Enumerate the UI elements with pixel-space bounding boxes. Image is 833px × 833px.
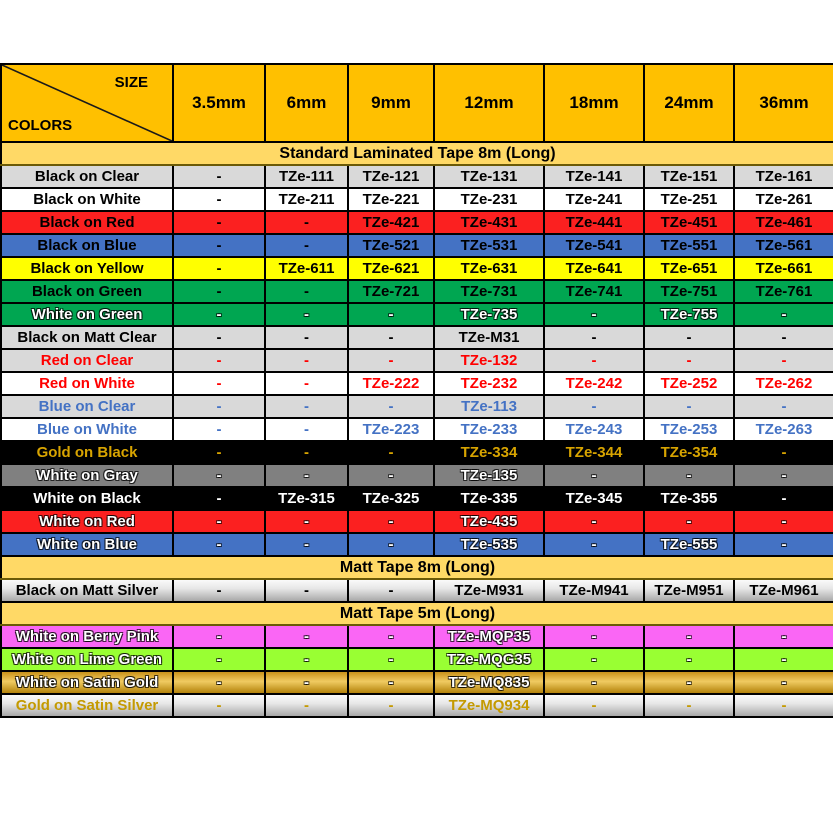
size-column-header: 18mm bbox=[544, 64, 644, 142]
model-cell: - bbox=[173, 671, 265, 694]
model-cell: - bbox=[544, 533, 644, 556]
table-row bbox=[1, 694, 833, 717]
model-cell: TZe-M31 bbox=[434, 326, 544, 349]
model-cell: TZe-121 bbox=[348, 165, 434, 188]
model-cell: - bbox=[173, 280, 265, 303]
row-color-label: Black on Blue bbox=[1, 234, 173, 257]
row-color-label: Black on White bbox=[1, 188, 173, 211]
model-cell: TZe-335 bbox=[434, 487, 544, 510]
model-cell: TZe-241 bbox=[544, 188, 644, 211]
table-row bbox=[1, 280, 833, 303]
size-column-header: 3.5mm bbox=[173, 64, 265, 142]
model-cell: - bbox=[173, 579, 265, 602]
model-cell: TZe-561 bbox=[734, 234, 833, 257]
model-cell: - bbox=[265, 579, 348, 602]
row-color-label: Black on Matt Clear bbox=[1, 326, 173, 349]
model-cell: - bbox=[173, 487, 265, 510]
model-cell: TZe-151 bbox=[644, 165, 734, 188]
model-cell: - bbox=[644, 395, 734, 418]
model-cell: TZe-233 bbox=[434, 418, 544, 441]
model-cell: TZe-741 bbox=[544, 280, 644, 303]
model-cell: TZe-421 bbox=[348, 211, 434, 234]
model-cell: - bbox=[265, 349, 348, 372]
model-cell: - bbox=[265, 694, 348, 717]
row-color-label: White on Berry Pink bbox=[1, 625, 173, 648]
model-cell: TZe-344 bbox=[544, 441, 644, 464]
table-row bbox=[1, 188, 833, 211]
model-cell: TZe-435 bbox=[434, 510, 544, 533]
model-cell: - bbox=[265, 648, 348, 671]
model-cell: TZe-231 bbox=[434, 188, 544, 211]
size-column-header: 6mm bbox=[265, 64, 348, 142]
model-cell: - bbox=[644, 694, 734, 717]
table-row bbox=[1, 671, 833, 694]
model-cell: - bbox=[173, 395, 265, 418]
model-cell: TZe-631 bbox=[434, 257, 544, 280]
model-cell: - bbox=[348, 395, 434, 418]
size-column-header: 24mm bbox=[644, 64, 734, 142]
model-cell: - bbox=[173, 464, 265, 487]
model-cell: - bbox=[644, 464, 734, 487]
row-color-label: Black on Red bbox=[1, 211, 173, 234]
row-color-label: Red on White bbox=[1, 372, 173, 395]
size-column-header: 36mm bbox=[734, 64, 833, 142]
model-cell: - bbox=[348, 625, 434, 648]
size-column-header: 9mm bbox=[348, 64, 434, 142]
model-cell: TZe-755 bbox=[644, 303, 734, 326]
table-row bbox=[1, 579, 833, 602]
model-cell: - bbox=[173, 418, 265, 441]
model-cell: - bbox=[173, 303, 265, 326]
model-cell: TZe-MQG35 bbox=[434, 648, 544, 671]
model-cell: - bbox=[265, 533, 348, 556]
model-cell: TZe-262 bbox=[734, 372, 833, 395]
model-cell: - bbox=[544, 648, 644, 671]
model-cell: TZe-111 bbox=[265, 165, 348, 188]
model-cell: - bbox=[265, 326, 348, 349]
row-color-label: Red on Clear bbox=[1, 349, 173, 372]
table-row bbox=[1, 257, 833, 280]
model-cell: - bbox=[734, 464, 833, 487]
size-column-header: 12mm bbox=[434, 64, 544, 142]
model-cell: - bbox=[734, 349, 833, 372]
model-cell: TZe-MQ934 bbox=[434, 694, 544, 717]
table-row bbox=[1, 303, 833, 326]
model-cell: TZe-261 bbox=[734, 188, 833, 211]
model-cell: TZe-521 bbox=[348, 234, 434, 257]
model-cell: TZe-211 bbox=[265, 188, 348, 211]
model-cell: TZe-M931 bbox=[434, 579, 544, 602]
model-cell: TZe-451 bbox=[644, 211, 734, 234]
model-cell: TZe-M951 bbox=[644, 579, 734, 602]
model-cell: - bbox=[544, 510, 644, 533]
table-row bbox=[1, 326, 833, 349]
model-cell: - bbox=[644, 326, 734, 349]
row-color-label: White on Satin Gold bbox=[1, 671, 173, 694]
row-color-label: Blue on Clear bbox=[1, 395, 173, 418]
section-header-row bbox=[1, 142, 833, 165]
model-cell: TZe-355 bbox=[644, 487, 734, 510]
model-cell: TZe-315 bbox=[265, 487, 348, 510]
model-cell: - bbox=[348, 303, 434, 326]
model-cell: TZe-263 bbox=[734, 418, 833, 441]
model-cell: - bbox=[265, 441, 348, 464]
section-title: Matt Tape 8m (Long) bbox=[1, 556, 833, 579]
table-row bbox=[1, 234, 833, 257]
model-cell: - bbox=[173, 372, 265, 395]
model-cell: TZe-253 bbox=[644, 418, 734, 441]
table-row bbox=[1, 648, 833, 671]
model-cell: TZe-721 bbox=[348, 280, 434, 303]
row-color-label: White on Blue bbox=[1, 533, 173, 556]
model-cell: - bbox=[173, 533, 265, 556]
row-color-label: Gold on Black bbox=[1, 441, 173, 464]
model-cell: - bbox=[348, 464, 434, 487]
table-row bbox=[1, 349, 833, 372]
row-color-label: White on Lime Green bbox=[1, 648, 173, 671]
model-cell: - bbox=[265, 372, 348, 395]
model-cell: - bbox=[544, 326, 644, 349]
model-cell: TZe-551 bbox=[644, 234, 734, 257]
model-cell: TZe-221 bbox=[348, 188, 434, 211]
row-color-label: White on Gray bbox=[1, 464, 173, 487]
model-cell: TZe-M961 bbox=[734, 579, 833, 602]
table-row bbox=[1, 510, 833, 533]
model-cell: - bbox=[265, 280, 348, 303]
model-cell: - bbox=[173, 326, 265, 349]
model-cell: TZe-232 bbox=[434, 372, 544, 395]
model-cell: TZe-661 bbox=[734, 257, 833, 280]
model-cell: - bbox=[734, 487, 833, 510]
model-cell: - bbox=[265, 395, 348, 418]
model-cell: TZe-252 bbox=[644, 372, 734, 395]
model-cell: - bbox=[544, 303, 644, 326]
model-cell: - bbox=[544, 464, 644, 487]
model-cell: - bbox=[173, 510, 265, 533]
model-cell: - bbox=[173, 188, 265, 211]
row-color-label: Blue on White bbox=[1, 418, 173, 441]
section-header-row bbox=[1, 556, 833, 579]
model-cell: - bbox=[348, 510, 434, 533]
table-row bbox=[1, 418, 833, 441]
tape-size-table bbox=[0, 63, 833, 718]
model-cell: - bbox=[265, 625, 348, 648]
model-cell: - bbox=[348, 579, 434, 602]
model-cell: - bbox=[734, 510, 833, 533]
model-cell: TZe-541 bbox=[544, 234, 644, 257]
model-cell: TZe-431 bbox=[434, 211, 544, 234]
model-cell: - bbox=[644, 625, 734, 648]
corner-colors-label: COLORS bbox=[8, 117, 73, 134]
table-row bbox=[1, 372, 833, 395]
model-cell: - bbox=[173, 694, 265, 717]
model-cell: - bbox=[734, 533, 833, 556]
model-cell: - bbox=[173, 441, 265, 464]
model-cell: - bbox=[734, 671, 833, 694]
model-cell: - bbox=[734, 303, 833, 326]
model-cell: TZe-135 bbox=[434, 464, 544, 487]
table-row bbox=[1, 441, 833, 464]
model-cell: TZe-555 bbox=[644, 533, 734, 556]
row-color-label: White on Green bbox=[1, 303, 173, 326]
model-cell: - bbox=[644, 648, 734, 671]
model-cell: TZe-242 bbox=[544, 372, 644, 395]
model-cell: - bbox=[348, 671, 434, 694]
model-cell: TZe-651 bbox=[644, 257, 734, 280]
row-color-label: Black on Green bbox=[1, 280, 173, 303]
model-cell: TZe-535 bbox=[434, 533, 544, 556]
row-color-label: White on Black bbox=[1, 487, 173, 510]
section-title: Standard Laminated Tape 8m (Long) bbox=[1, 142, 833, 165]
corner-size-label: SIZE bbox=[114, 74, 148, 91]
model-cell: - bbox=[173, 165, 265, 188]
model-cell: - bbox=[644, 349, 734, 372]
model-cell: TZe-MQ835 bbox=[434, 671, 544, 694]
model-cell: TZe-131 bbox=[434, 165, 544, 188]
row-color-label: Black on Clear bbox=[1, 165, 173, 188]
model-cell: - bbox=[173, 257, 265, 280]
model-cell: TZe-354 bbox=[644, 441, 734, 464]
row-color-label: Black on Yellow bbox=[1, 257, 173, 280]
model-cell: - bbox=[348, 533, 434, 556]
model-cell: - bbox=[265, 671, 348, 694]
model-cell: TZe-621 bbox=[348, 257, 434, 280]
model-cell: - bbox=[734, 694, 833, 717]
model-cell: TZe-461 bbox=[734, 211, 833, 234]
row-color-label: Gold on Satin Silver bbox=[1, 694, 173, 717]
model-cell: TZe-345 bbox=[544, 487, 644, 510]
model-cell: - bbox=[544, 694, 644, 717]
model-cell: - bbox=[265, 211, 348, 234]
model-cell: - bbox=[734, 441, 833, 464]
model-cell: - bbox=[734, 326, 833, 349]
corner-header bbox=[1, 64, 173, 142]
model-cell: TZe-223 bbox=[348, 418, 434, 441]
model-cell: - bbox=[173, 234, 265, 257]
table-row bbox=[1, 533, 833, 556]
model-cell: TZe-531 bbox=[434, 234, 544, 257]
model-cell: - bbox=[265, 234, 348, 257]
section-header-row bbox=[1, 602, 833, 625]
table-row bbox=[1, 165, 833, 188]
table-row bbox=[1, 625, 833, 648]
model-cell: - bbox=[734, 395, 833, 418]
model-cell: - bbox=[265, 510, 348, 533]
model-cell: - bbox=[173, 349, 265, 372]
model-cell: - bbox=[348, 349, 434, 372]
model-cell: TZe-731 bbox=[434, 280, 544, 303]
model-cell: - bbox=[173, 211, 265, 234]
model-cell: TZe-132 bbox=[434, 349, 544, 372]
model-cell: TZe-611 bbox=[265, 257, 348, 280]
model-cell: TZe-161 bbox=[734, 165, 833, 188]
model-cell: - bbox=[265, 464, 348, 487]
row-color-label: Black on Matt Silver bbox=[1, 579, 173, 602]
table-row bbox=[1, 464, 833, 487]
model-cell: - bbox=[544, 625, 644, 648]
model-cell: - bbox=[544, 671, 644, 694]
model-cell: - bbox=[544, 395, 644, 418]
size-header-row bbox=[1, 64, 833, 142]
row-color-label: White on Red bbox=[1, 510, 173, 533]
model-cell: - bbox=[348, 694, 434, 717]
model-cell: TZe-334 bbox=[434, 441, 544, 464]
model-cell: - bbox=[348, 648, 434, 671]
model-cell: TZe-325 bbox=[348, 487, 434, 510]
model-cell: TZe-222 bbox=[348, 372, 434, 395]
model-cell: TZe-M941 bbox=[544, 579, 644, 602]
model-cell: TZe-641 bbox=[544, 257, 644, 280]
model-cell: TZe-243 bbox=[544, 418, 644, 441]
model-cell: TZe-113 bbox=[434, 395, 544, 418]
model-cell: - bbox=[644, 510, 734, 533]
table-row bbox=[1, 487, 833, 510]
model-cell: - bbox=[265, 418, 348, 441]
table-row bbox=[1, 211, 833, 234]
model-cell: TZe-141 bbox=[544, 165, 644, 188]
table-row bbox=[1, 395, 833, 418]
section-title: Matt Tape 5m (Long) bbox=[1, 602, 833, 625]
model-cell: - bbox=[265, 303, 348, 326]
model-cell: - bbox=[734, 648, 833, 671]
model-cell: - bbox=[544, 349, 644, 372]
model-cell: TZe-751 bbox=[644, 280, 734, 303]
model-cell: - bbox=[644, 671, 734, 694]
model-cell: - bbox=[173, 625, 265, 648]
model-cell: TZe-251 bbox=[644, 188, 734, 211]
model-cell: TZe-735 bbox=[434, 303, 544, 326]
model-cell: TZe-441 bbox=[544, 211, 644, 234]
model-cell: TZe-761 bbox=[734, 280, 833, 303]
model-cell: - bbox=[173, 648, 265, 671]
model-cell: - bbox=[348, 326, 434, 349]
model-cell: - bbox=[734, 625, 833, 648]
model-cell: - bbox=[348, 441, 434, 464]
model-cell: TZe-MQP35 bbox=[434, 625, 544, 648]
